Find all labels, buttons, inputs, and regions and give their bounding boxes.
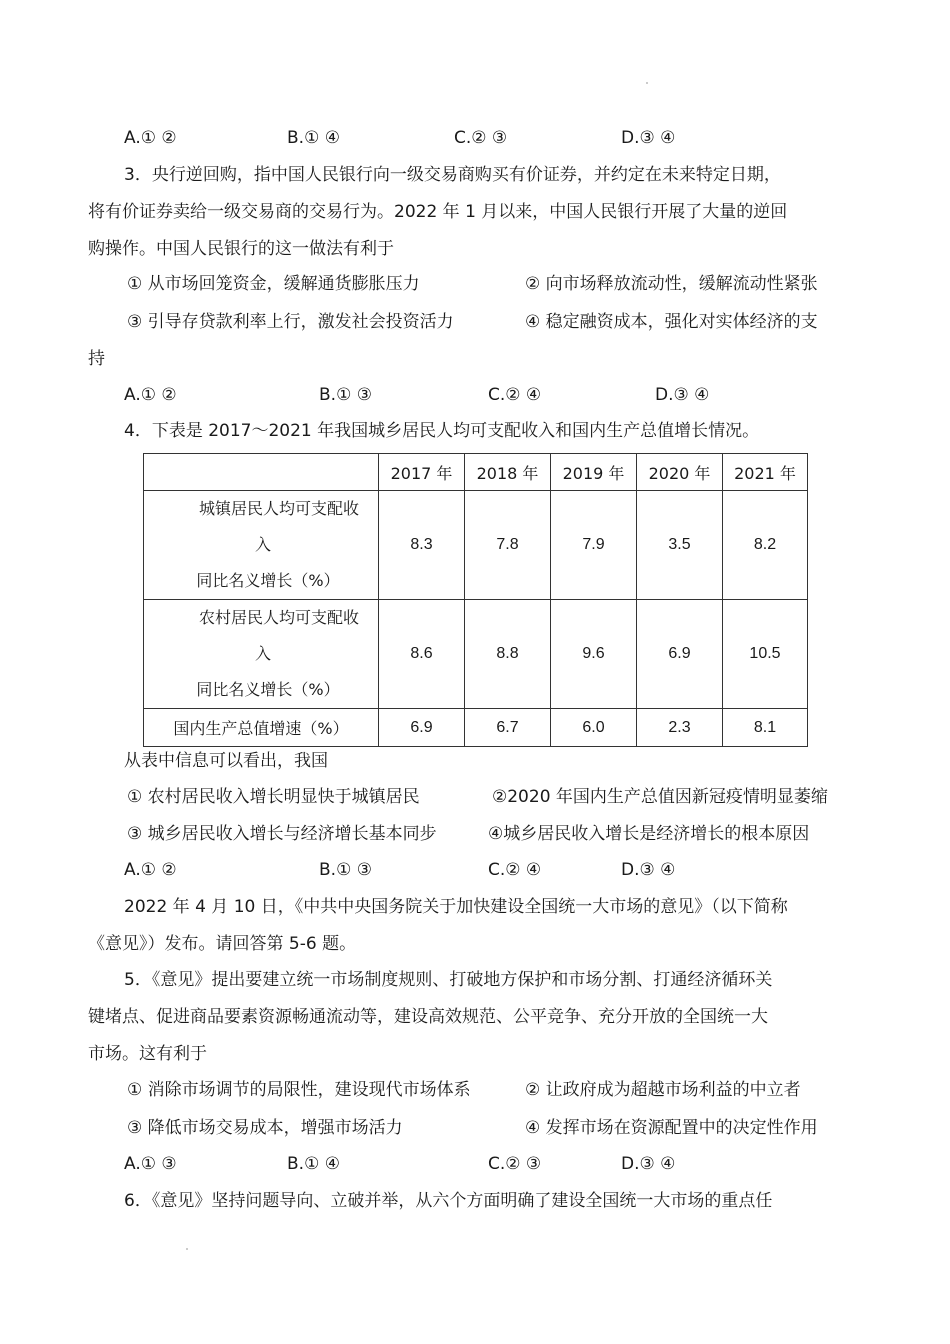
table-cell: 3.5 <box>637 491 723 600</box>
income-growth-table <box>143 453 808 747</box>
q3-option-d: D.③ ④ <box>655 385 710 405</box>
q4-option-c: C.② ④ <box>488 860 542 880</box>
table-cell: 8.1 <box>723 709 808 747</box>
q3-stem-line-1: 3．央行逆回购，指中国人民银行向一级交易商购买有价证券，并约定在未来特定日期， <box>124 165 781 185</box>
table-header-cell: 2019 年 <box>551 454 637 491</box>
page-speck <box>646 82 648 84</box>
q4-statement-1: ① 农村居民收入增长明显快于城镇居民 <box>127 787 420 807</box>
q3-statement-1: ① 从市场回笼资金，缓解通货膨胀压力 <box>127 274 420 294</box>
table-cell: 7.8 <box>465 491 551 600</box>
row-label-urban <box>144 491 379 600</box>
q4-option-a: A.① ② <box>124 860 177 880</box>
q5-option-c: C.② ③ <box>488 1154 542 1174</box>
q5-stem-line-3: 市场。这有利于 <box>88 1044 207 1064</box>
row-label-line: 城镇居民人均可支配收 <box>198 499 359 518</box>
q4-option-b: B.① ③ <box>319 860 372 880</box>
q5-statement-2: ② 让政府成为超越市场利益的中立者 <box>525 1080 801 1100</box>
table-header-row <box>144 454 808 491</box>
table-header-cell: 2020 年 <box>637 454 723 491</box>
table-cell: 7.9 <box>551 491 637 600</box>
table-cell: 8.2 <box>723 491 808 600</box>
row-label-rural <box>144 600 379 709</box>
q5-option-a: A.① ③ <box>124 1154 177 1174</box>
q3-statement-3: ③ 引导存贷款利率上行，激发社会投资活力 <box>127 312 454 332</box>
row-label-line: 同比名义增长（%） <box>196 571 340 590</box>
q2-option-b: B.① ④ <box>287 128 340 148</box>
q3-statement-4-cont: 持 <box>88 349 105 369</box>
table-cell: 9.6 <box>551 600 637 709</box>
q5-statement-3: ③ 降低市场交易成本，增强市场活力 <box>127 1118 403 1138</box>
q5-stem-line-2: 键堵点、促进商品要素资源畅通流动等，建设高效规范、公平竞争、充分开放的全国统一大 <box>88 1007 768 1027</box>
q3-option-a: A.① ② <box>124 385 177 405</box>
q3-stem-line-3: 购操作。中国人民银行的这一做法有利于 <box>88 239 394 259</box>
q5-option-b: B.① ④ <box>287 1154 340 1174</box>
table-header-cell: 2021 年 <box>723 454 808 491</box>
table-cell: 8.8 <box>465 600 551 709</box>
table-cell: 6.9 <box>379 709 465 747</box>
table-header-cell <box>144 454 379 491</box>
table-row <box>144 709 808 747</box>
q5-stem-line-1: 5．《意见》提出要建立统一市场制度规则、打破地方保护和市场分割、打通经济循环关 <box>124 970 773 990</box>
table-cell: 6.7 <box>465 709 551 747</box>
q4-after-table: 从表中信息可以看出，我国 <box>124 751 328 771</box>
table-row <box>144 491 808 600</box>
q2-option-c: C.② ③ <box>454 128 508 148</box>
row-label-line: 农村居民人均可支配收 <box>198 608 359 627</box>
q2-option-d: D.③ ④ <box>621 128 676 148</box>
table-header-cell: 2018 年 <box>465 454 551 491</box>
table-cell: 8.3 <box>379 491 465 600</box>
row-label-gdp: 国内生产总值增速（%） <box>144 709 379 747</box>
q5-statement-1: ① 消除市场调节的局限性，建设现代市场体系 <box>127 1080 471 1100</box>
context-line-1: 2022 年 4 月 10 日，《中共中央国务院关于加快建设全国统一大市场的意见》（以下简称 <box>124 897 788 917</box>
table-row <box>144 600 808 709</box>
q2-option-a: A.① ② <box>124 128 177 148</box>
q3-option-b: B.① ③ <box>319 385 372 405</box>
table-cell: 10.5 <box>723 600 808 709</box>
table-header-cell: 2017 年 <box>379 454 465 491</box>
q5-option-d: D.③ ④ <box>621 1154 676 1174</box>
page-speck <box>186 1248 188 1250</box>
row-label-line: 同比名义增长（%） <box>196 680 340 699</box>
q6-stem-line-1: 6．《意见》坚持问题导向、立破并举，从六个方面明确了建设全国统一大市场的重点任 <box>124 1191 773 1211</box>
q3-statement-2: ② 向市场释放流动性，缓解流动性紧张 <box>525 274 818 294</box>
q5-statement-4: ④ 发挥市场在资源配置中的决定性作用 <box>525 1118 818 1138</box>
q4-option-d: D.③ ④ <box>621 860 676 880</box>
row-label-line: 入 <box>254 644 271 663</box>
table-cell: 6.9 <box>637 600 723 709</box>
table-cell: 8.6 <box>379 600 465 709</box>
q4-statement-3: ③ 城乡居民收入增长与经济增长基本同步 <box>127 824 437 844</box>
q3-stem-line-2: 将有价证券卖给一级交易商的交易行为。2022 年 1 月以来，中国人民银行开展了大量的逆回 <box>88 202 788 222</box>
row-label-line: 入 <box>254 535 271 554</box>
q4-statement-4: ④城乡居民收入增长是经济增长的根本原因 <box>488 824 810 844</box>
table-cell: 6.0 <box>551 709 637 747</box>
context-line-2: 《意见》）发布。请回答第 5-6 题。 <box>88 934 357 954</box>
q4-stem: 4．下表是 2017～2021 年我国城乡居民人均可支配收入和国内生产总值增长情况。 <box>124 421 760 441</box>
q3-statement-4: ④ 稳定融资成本，强化对实体经济的支 <box>525 312 818 332</box>
q4-statement-2: ②2020 年国内生产总值因新冠疫情明显萎缩 <box>492 787 828 807</box>
q3-option-c: C.② ④ <box>488 385 542 405</box>
table-cell: 2.3 <box>637 709 723 747</box>
